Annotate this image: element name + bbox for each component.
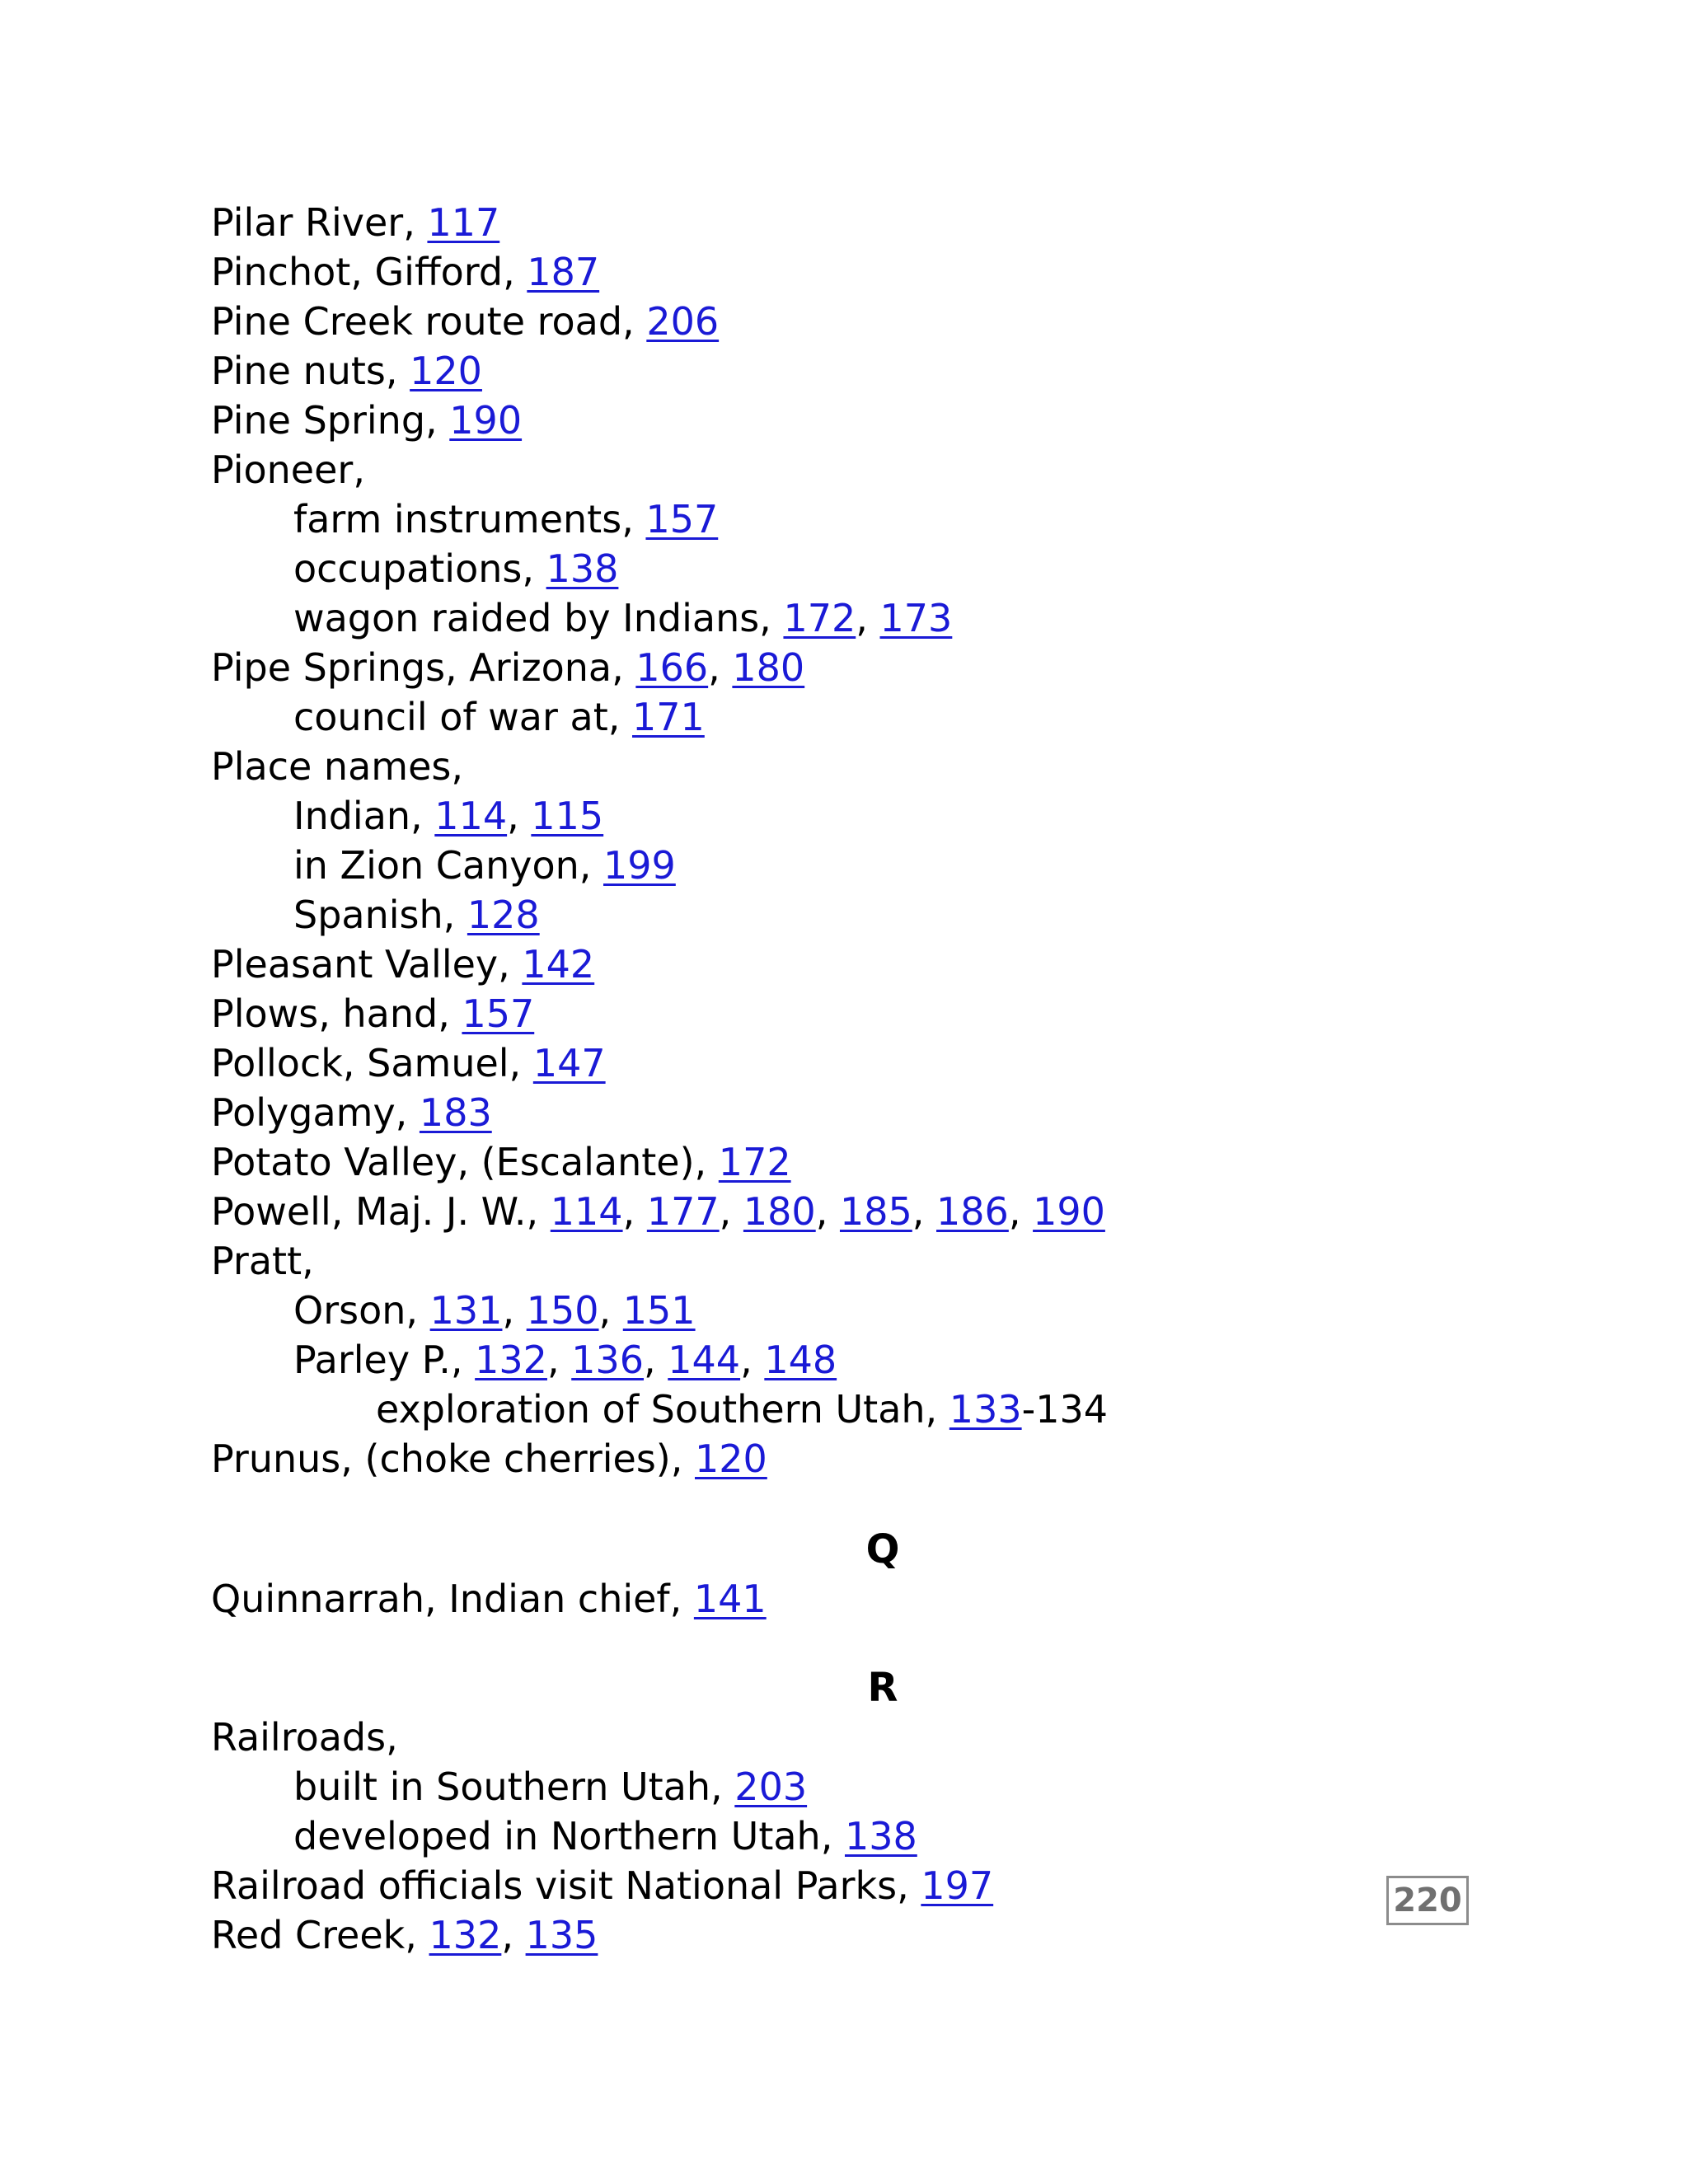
index-entry: [211, 198, 499, 247]
page-link[interactable]: 141: [693, 1577, 767, 1621]
index-entry: [211, 346, 482, 396]
index-subentry: [376, 1385, 1108, 1434]
entry-text: occupations,: [293, 546, 546, 591]
entry-text: ,: [622, 1189, 647, 1234]
index-subentry: [293, 890, 540, 940]
entry-text: Pleasant Valley,: [211, 942, 523, 987]
page-link[interactable]: 172: [783, 596, 856, 640]
entry-text: ,: [708, 645, 733, 690]
entry-text: Pine nuts,: [211, 349, 410, 393]
index-entry: [211, 1574, 767, 1624]
entry-text: Railroad officials visit National Parks,: [211, 1863, 921, 1908]
index-entry: [211, 1088, 492, 1137]
entry-text: ,: [502, 1288, 527, 1333]
entry-text: ,: [546, 1338, 572, 1382]
index-subentry: [293, 1286, 696, 1335]
entry-text: Prunus, (choke cherries),: [211, 1436, 695, 1481]
index-subentry: [293, 791, 603, 841]
page-link[interactable]: 133: [949, 1387, 1022, 1432]
page-link[interactable]: 187: [527, 250, 600, 294]
entry-text: ,: [598, 1288, 623, 1333]
entry-text: ,: [719, 1189, 743, 1234]
entry-text: council of war at,: [293, 695, 632, 739]
page-link[interactable]: 180: [743, 1189, 816, 1234]
page-link[interactable]: 138: [546, 546, 619, 591]
page-link[interactable]: 199: [603, 843, 676, 888]
entry-text: built in Southern Utah,: [293, 1765, 735, 1809]
entry-text: Railroads,: [211, 1715, 398, 1760]
page-link[interactable]: 180: [732, 645, 805, 690]
entry-text: ,: [1008, 1189, 1034, 1234]
entry-text: ,: [501, 1913, 526, 1957]
entry-text: Powell, Maj. J. W.,: [211, 1189, 551, 1234]
entry-text: Pratt,: [211, 1239, 314, 1283]
page-link[interactable]: 115: [531, 794, 604, 838]
index-entry: [211, 1713, 398, 1762]
index-entry: [211, 1187, 1105, 1236]
index-entry: [211, 1236, 314, 1286]
page-link[interactable]: 173: [879, 596, 953, 640]
entry-text: Pine Creek route road,: [211, 299, 647, 344]
index-entry: [211, 1861, 993, 1910]
index-entry: [211, 1137, 791, 1187]
entry-text: Polygamy,: [211, 1090, 420, 1135]
page-link[interactable]: 144: [668, 1338, 741, 1382]
page-link[interactable]: 131: [429, 1288, 503, 1333]
page-link[interactable]: 186: [936, 1189, 1009, 1234]
page-link[interactable]: 172: [718, 1140, 791, 1184]
entry-text: Plows, hand,: [211, 991, 462, 1036]
entry-text: ,: [912, 1189, 937, 1234]
index-entry: [211, 940, 594, 989]
entry-text: ,: [815, 1189, 840, 1234]
page-link[interactable]: 120: [694, 1436, 767, 1481]
page-link[interactable]: 171: [632, 695, 705, 739]
page-link[interactable]: 128: [467, 893, 540, 937]
page-link[interactable]: 157: [645, 497, 719, 541]
index-entry: [211, 1038, 606, 1088]
entry-text: Red Creek,: [211, 1913, 429, 1957]
page-link[interactable]: 190: [449, 398, 523, 443]
index-entry: [211, 396, 522, 445]
page-link[interactable]: 117: [427, 200, 500, 245]
page-link[interactable]: 132: [429, 1913, 502, 1957]
entry-text: Indian,: [293, 794, 435, 838]
index-entry: [211, 643, 804, 692]
entry-text: exploration of Southern Utah,: [376, 1387, 950, 1432]
entry-text: -134: [1021, 1387, 1109, 1432]
index-entry: [211, 445, 365, 494]
index-subentry: [293, 692, 705, 742]
entry-text: Pollock, Samuel,: [211, 1041, 533, 1085]
index-subentry: [293, 544, 618, 593]
page-link[interactable]: 185: [839, 1189, 912, 1234]
entry-text: ,: [740, 1338, 765, 1382]
index-subentry: [293, 1811, 917, 1861]
page-link[interactable]: 151: [622, 1288, 696, 1333]
page-link[interactable]: 190: [1033, 1189, 1105, 1234]
index-entry: [211, 297, 719, 346]
page-link[interactable]: 148: [764, 1338, 837, 1382]
section-letter-heading: R: [867, 1665, 898, 1711]
entry-text: ,: [507, 794, 532, 838]
index-subentry: [293, 1762, 807, 1811]
index-subentry: [293, 841, 676, 890]
entry-text: Pioneer,: [211, 448, 365, 492]
index-entry: [211, 1910, 598, 1960]
entry-text: Orson,: [293, 1288, 430, 1333]
page-link[interactable]: 136: [571, 1338, 645, 1382]
entry-text: wagon raided by Indians,: [293, 596, 784, 640]
index-entry: [211, 1434, 767, 1483]
entry-text: Pine Spring,: [211, 398, 450, 443]
page-link[interactable]: 114: [434, 794, 508, 838]
entry-text: ,: [856, 596, 880, 640]
entry-text: Parley P.,: [293, 1338, 476, 1382]
page-link[interactable]: 138: [844, 1814, 917, 1858]
entry-text: Pinchot, Gifford,: [211, 250, 528, 294]
entry-text: Quinnarrah, Indian chief,: [211, 1577, 694, 1621]
entry-text: Pipe Springs, Arizona,: [211, 645, 636, 690]
index-subentry: [293, 1335, 837, 1385]
page-link[interactable]: 197: [921, 1863, 994, 1908]
entry-text: Place names,: [211, 744, 463, 789]
page-link[interactable]: 166: [635, 645, 709, 690]
page-link[interactable]: 177: [646, 1189, 720, 1234]
page-link[interactable]: 203: [734, 1765, 808, 1809]
page-link[interactable]: 132: [475, 1338, 547, 1382]
page-link[interactable]: 150: [526, 1288, 599, 1333]
page-link[interactable]: 120: [410, 349, 482, 393]
section-letter-heading: Q: [865, 1526, 900, 1572]
entry-text: farm instruments,: [293, 497, 646, 541]
page-number-badge: 220: [1386, 1876, 1469, 1925]
index-entry: [211, 989, 534, 1038]
entry-text: Pilar River,: [211, 200, 428, 245]
entry-text: ,: [644, 1338, 668, 1382]
page-link[interactable]: 135: [525, 1913, 598, 1957]
entry-text: developed in Northern Utah,: [293, 1814, 845, 1858]
index-subentry: [293, 593, 952, 643]
page-link[interactable]: 157: [462, 991, 535, 1036]
page-link[interactable]: 147: [532, 1041, 606, 1085]
page-link[interactable]: 114: [550, 1189, 623, 1234]
entry-text: Spanish,: [293, 893, 467, 937]
page-link[interactable]: 142: [522, 942, 595, 987]
entry-text: in Zion Canyon,: [293, 843, 603, 888]
index-entry: [211, 742, 463, 791]
page-link[interactable]: 206: [646, 299, 720, 344]
index-subentry: [293, 494, 718, 544]
entry-text: Potato Valley, (Escalante),: [211, 1140, 719, 1184]
index-entry: [211, 247, 599, 297]
page-link[interactable]: 183: [419, 1090, 492, 1135]
